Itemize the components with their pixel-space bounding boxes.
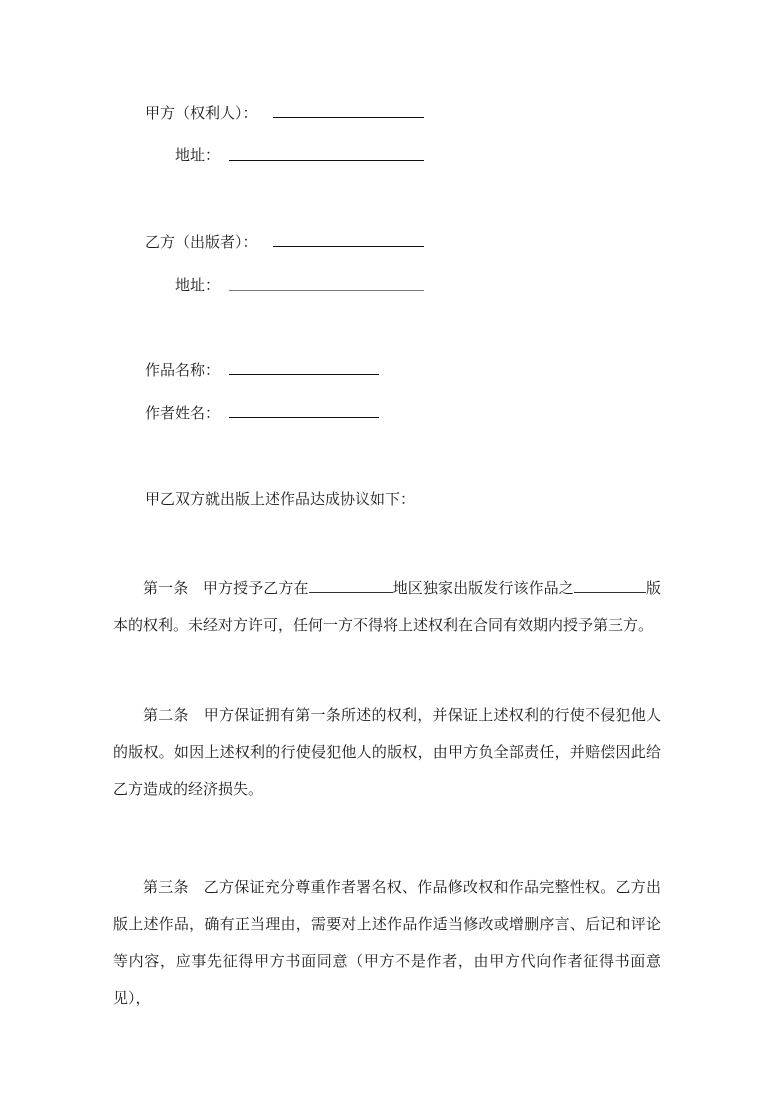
- party-b-blank[interactable]: [273, 246, 424, 247]
- work-title-blank[interactable]: [229, 374, 379, 375]
- article-2-text: 甲方保证拥有第一条所述的权利，并保证上述权利的行使不侵犯他人的版权。如因上述权利的行使侵犯他人的版权，由甲方负全部责任，并赔偿因此给乙方造成的经济损失。: [113, 706, 661, 798]
- author-name-blank[interactable]: [229, 417, 379, 418]
- party-a-blank[interactable]: [273, 117, 424, 118]
- party-a-label: 甲方（权利人）：: [145, 104, 258, 122]
- article-2-heading: 第二条: [143, 706, 189, 724]
- work-title-label: 作品名称：: [145, 361, 221, 379]
- article-1-part2: 地区独家出版发行该作品之: [392, 579, 574, 597]
- region-blank[interactable]: [309, 576, 393, 593]
- article-1-part1: 甲方授予乙方在: [202, 579, 309, 597]
- article-1-part3: 版本的权利。未经对方许可，任何一方不得将上述权利在合同有效期内授予第三方。: [113, 579, 661, 634]
- party-b-address-label: 地址：: [175, 276, 221, 294]
- article-2: [113, 697, 661, 808]
- party-a-address-label: 地址：: [175, 146, 221, 164]
- intro-text: 甲乙双方就出版上述作品达成协议如下：: [145, 490, 416, 508]
- article-1-heading: 第一条: [143, 579, 189, 597]
- party-a-address-blank[interactable]: [229, 160, 424, 161]
- party-b-address-blank[interactable]: [229, 290, 424, 291]
- article-1: [113, 570, 661, 644]
- author-name-label: 作者姓名：: [145, 404, 221, 422]
- article-3-heading: 第三条: [143, 878, 189, 896]
- article-3: [113, 869, 661, 1017]
- edition-blank[interactable]: [574, 576, 646, 593]
- article-3-text: 乙方保证充分尊重作者署名权、作品修改权和作品完整性权。乙方出版上述作品，确有正当理由，需要对上述作品作适当修改或增删序言、后记和评论等内容，应事先征得甲方书面同意（甲方不是作者，由甲方代向作者征得书面意见），: [113, 878, 661, 1007]
- party-b-label: 乙方（出版者）：: [145, 233, 258, 251]
